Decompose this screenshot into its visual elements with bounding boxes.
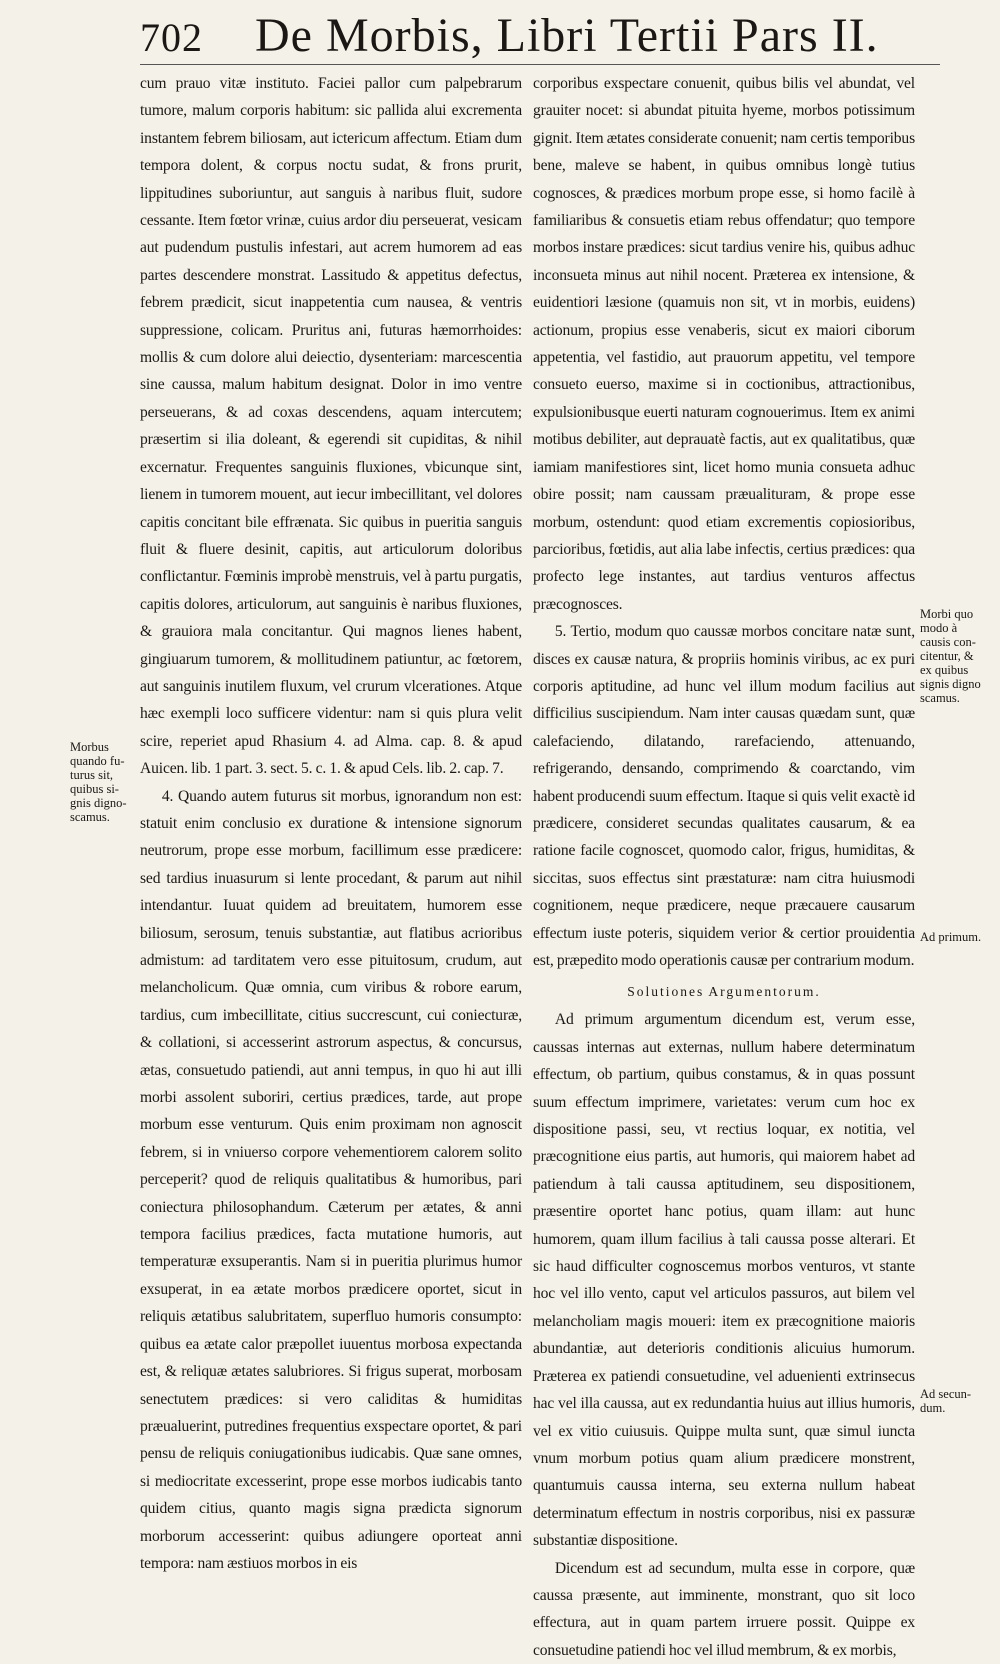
left-paragraph-1: cum prauo vitæ instituto. Faciei pallor cum palpebrarum tumore, malum corporis habitum: sic pallida alui excrementa instantem febrem biliosam, aut ictericum affectum. Etiam dum tempora dolent, & corpus noctu sudat, & frons prurit, lippitudines suboriuntur, aut sanguis à naribus fluit, sudore cessante. Item fœtor vrinæ, cuius ardor diu perseuerat, vesicam aut pudendum pustulis infestari, aut acrem humorem ad eas partes descendere monstrat. Lassitudo & appetitus defectus, febrem prædicit, sicut inappetentia cum nausea, & ventris suppressione, colicam. Pruritus ani, futuras hæmorrhoides: mollis & cum dolore alui deiectio, dysenteriam: marcescentia sine caussa, malum habitum designat. Dolor in imo ventre perseuerans, & ad coxas descendens, aquam intercutem; præsertim si ilia doleant, & egerendi sit cupiditas, & nihil excernatur. Frequentes sanguinis fluxiones, vbicunque sint, lienem in tumorem mouent, aut iecur imbecillitant, vel dolores capitis concitant bile effrænata. Sic quibus in pueritia sanguis fluit & fluere desinit, capitis, aut articulorum doloribus conflictantur. Fœminis improbè menstruis, vel à partu purgatis, capitis dolores, articulorum, aut sanguinis è naribus fluxiones, & grauiora mala concitantur. Qui magnos lienes habent, gingiuarum tumorem, & mollitudinem patiuntur, ac fœtorem, aut sanguinis inutilem fluxum, vel crurum vlcerationes. Atque hæc exempli loco sufficere videntur: nam si quis plura velit scire, reperiet apud Rhasium 4. ad Alma. cap. 8. & apud Auicen. lib. 1 part. 3. sect. 5. c. 1. & apud Cels. lib. 2. cap. 7. (140, 75, 522, 778)
left-column (140, 70, 522, 1577)
right-paragraph-2: 5. Tertio, modum quo caussæ morbos concitare natæ sunt, disces ex causæ natura, & propriis hominis viribus, ac ex puri corporis aptitudine, ad hunc vel illum modum facilius aut difficilius suscipiendum. Nam inter causas quædam sunt, quæ calefaciendo, dilatando, rarefaciendo, attenuando, refrigerando, densando, comprimendo & coarctando, vim habent producendi suum effectum. Itaque si quis velit exactè id prædicere, consideret secundas qualitates causarum, & ea ratione facile cognoscet, quomodo calor, frigus, humiditas, & siccitas, suos effectus sint præstaturæ: nam citra huiusmodi cognitionem, neque prædicere, neque præcauere causarum effectum iuste poteris, siquidem verior & certior prouidentia est, præpedito modo operationis causæ per contrarium modum. (533, 623, 915, 969)
left-paragraph-2: 4. Quando autem futurus sit morbus, ignorandum non est: statuit enim conclusio ex duratione & intensione signorum neutrorum, prope esse morbum, facillimum esse prædicere: sed tardius inuasurum si lente procedant, & parum aut nihil intendantur. Iuuat quidem ad breuitatem, humorem esse biliosum, serosum, tenuis substantiæ, aut flatibus acrioribus admistum: ad tarditatem vero esse pituitosum, crudum, aut melancholicum. Quæ omnia, cum viribus & robore earum, tardius, cum imbecillitate, citius succrescunt, cui coniecturæ, & collationi, si accesserint astrorum aspectus, & concursus, ætas, consuetudo patiendi, aut anni tempus, in quo hi aut illi morbi assolent suboriri, certius prædices, tarde, aut prope morbum esse venturum. Quis enim proximam non agnoscit febrem, si in vniuerso corpore vehementiorem calorem solito perceperit? quod de reliquis qualitatibus & humoribus, pari coniectura philosophandum. Cæterum per ætates, & anni tempora facilius prædices, facta mutatione humoris, aut temperaturæ exsuperantis. Nam si in pueritia plurimus humor exsuperat, in ea ætate morbos prædicere oportet, sicut in reliquis ætatibus salubritatem, superfluo humoris consumpto: quibus ea ætate calor præpollet iuuentus morbosa expectanda est, & reliquæ ætates salubriores. Si frigus superat, morbosam senectutem prædices: si vero caliditas & humiditas præualuerint, putredines frequentius exspectare oportet, & pari pensu de reliquis coniugationibus iudicabis. Quæ sane omnes, si mediocritate excesserint, prope esse morbos iudicabis tanto quidem citius, quanto magis signa prædicta signorum morborum accesserint: quibus adiungere oporteat anni tempora: nam æstiuos morbos in eis (140, 787, 522, 1572)
margin-note-ad-secundum: Ad secun- dum. (920, 1387, 972, 1415)
right-paragraph-1: corporibus exspectare conuenit, quibus bilis vel abundat, vel grauiter nocet: si abundat pituita hyeme, morbos potissimum gignit. Item ætates considerate conuenit; nam certis temporibus bene, maleve se habent, in quibus omnibus longè tutius cognosces, & prædices morbum prope esse, si homo facilè à familiaribus & consuetis etiam rebus offendatur; quo tempore morbos instare prædices: sicut tardius venire his, quibus adhuc inconsueta minus aut nihil nocent. Præterea ex intensione, & euidentiori læsione (quamuis non sit, vt in morbis, euidens) actionum, propius esse venaberis, sicut ex maiori ciborum appetentia, vel fastidio, aut prauorum appetitu, vel tempore consueto euerso, maxime si in coctionibus, attractionibus, expulsionibusque euerti naturam cognouerimus. Item ex animi motibus debiliter, aut deprauatè factis, aut ex qualitatibus, quæ iamiam manifestiores sint, licet homo munia consueta adhuc obire possit; nam caussam præualituram, & prope esse morbum, ostendunt: quod etiam excrementis copiosioribus, parcioribus, fœtidis, aut alia labe infectis, certius prædices: qua profecto lege instantes, aut tardius venturos affectus præcognosces. (533, 75, 915, 613)
solutions-heading: Solutiones Argumentorum. (627, 984, 821, 1000)
page-header (140, 6, 940, 66)
header-rule (140, 64, 940, 65)
solution-paragraph-1: Ad primum argumentum dicendum est, verum esse, caussas internas aut externas, nullum habere determinatum effectum, ob partium, quibus constamus, & in quas possunt suum effectum imprimere, varietates: verum cum hoc ex dispositione passi, seu, vt rectius loquar, ex notitia, vel præcognitione eius partis, aut humoris, qui maiorem habet ad patiendum à tali caussa aptitudinem, seu dispositionem, præsentire oportet hanc potius, quam illam: aut hunc humorem, quam illum facilius à tali caussa posse alterari. Et sic haud difficulter cognoscemus morbos venturos, vt stante hoc vel illo vento, caput vel articulos passuros, aut bilem vel melancholiam magis moueri: item ex præcognitione maioris abundantiæ, aut deterioris conditionis alicuius humorum. Præterea ex patiendi consuetudine, vel aduenienti extrinsecus hac vel illa caussa, aut ex redundantia huius aut illius humoris, vel ex vitio cuiusuis. Quippe multa sunt, quæ simul iuncta vnum morbum potius quam alium prædicere monstrent, quantumuis caussa interna, seu externa nullum habeat determinatum effectum in nostris corporibus, nisi ex passuræ substantiæ dispositione. (533, 1011, 915, 1550)
running-title: De Morbis, Libri Tertii Pars II. (255, 9, 879, 62)
margin-note-ad-primum: Ad primum. (920, 930, 982, 944)
margin-note-morbus: Morbus quando fu- turus sit, quibus si- gnis digno- scamus. (70, 740, 127, 824)
page-number: 702 (140, 15, 203, 60)
margin-note-morbi: Morbi quo modo à causis con- citentur, & ex quibus signis digno scamus. (920, 607, 981, 705)
right-column (533, 70, 915, 1664)
solution-paragraph-2: Dicendum est ad secundum, multa esse in corpore, quæ caussa præsente, aut imminente, monstrant, quo sit loco effectura, aut in quam partem irruere possit. Quippe ex consuetudine patiendi hoc vel illud membrum, & ex morbis, (533, 1559, 915, 1659)
